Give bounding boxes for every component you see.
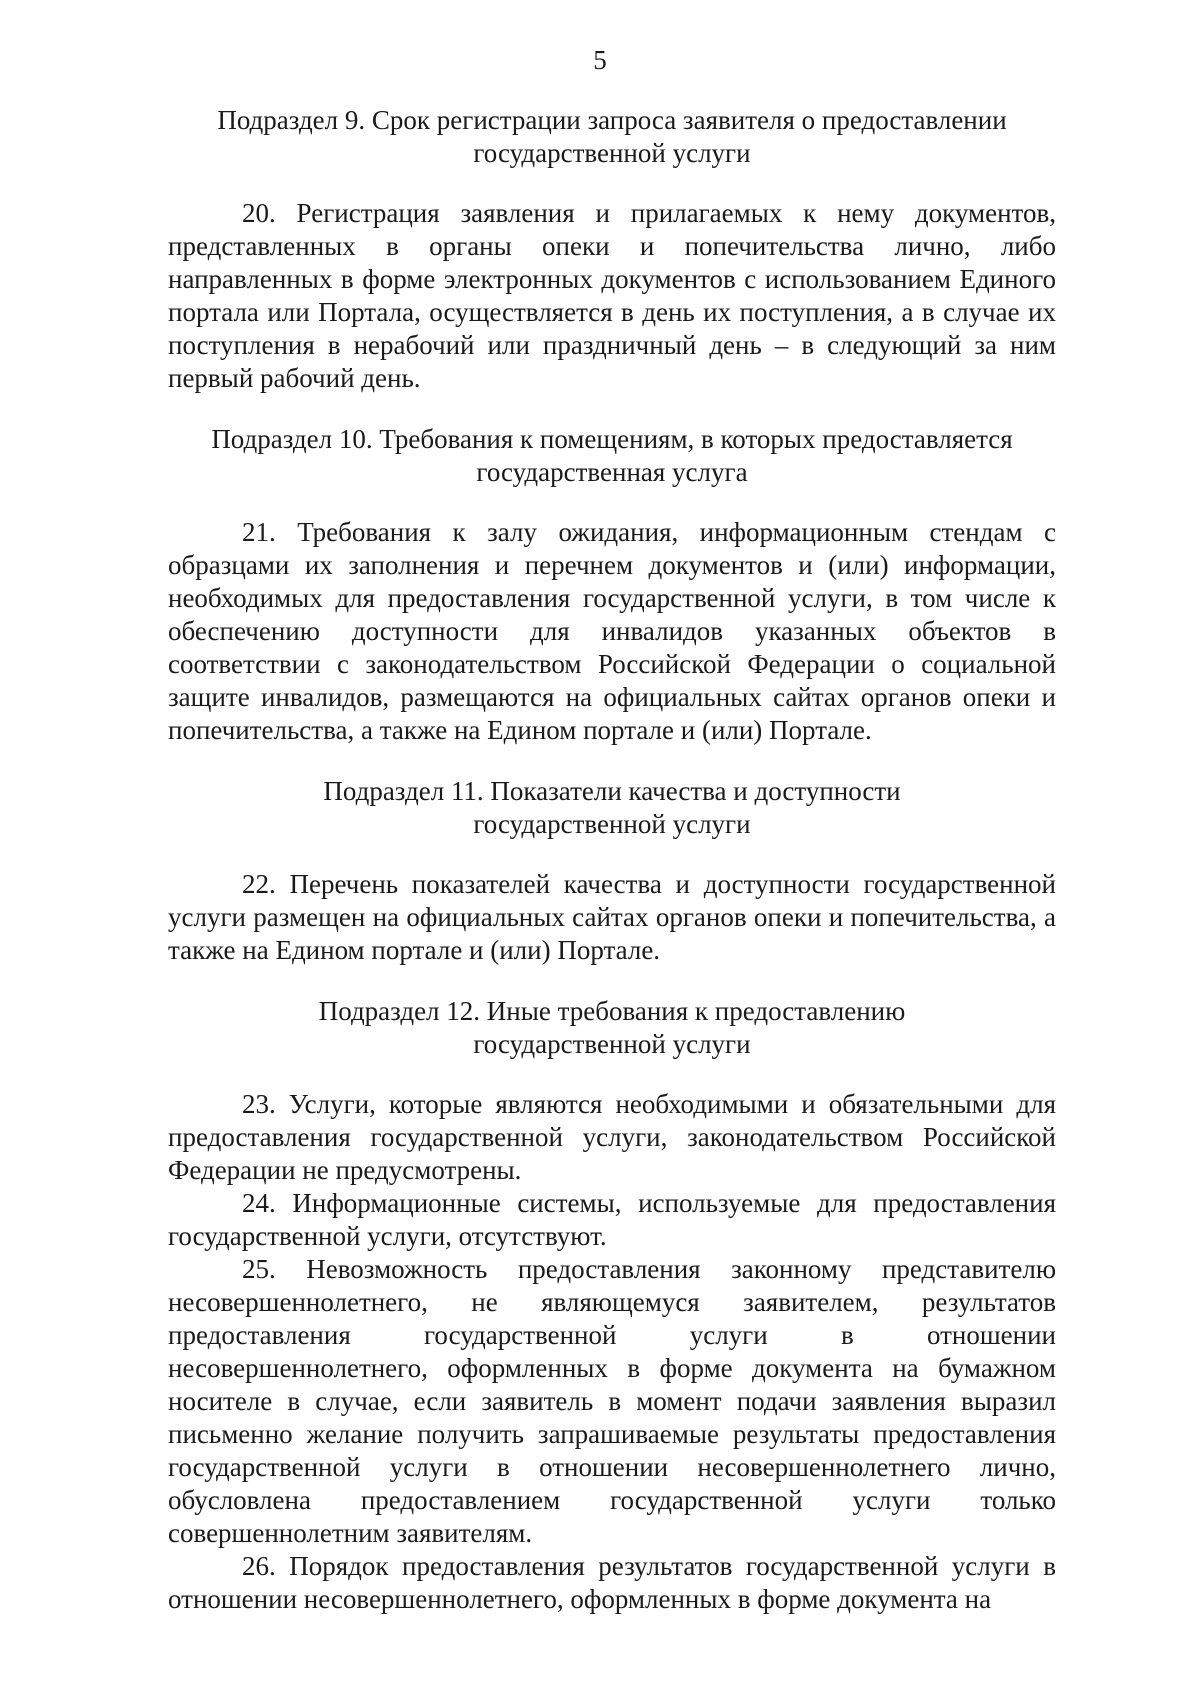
section-heading-line: Подраздел 10. Требования к помещениям, в которых предоставляется [211, 424, 1013, 454]
paragraph-22: 22. Перечень показателей качества и доступности государственной услуги размещен на официальных сайтах органов опеки и попечительства, а также на Едином портале и (или) Портале. [168, 869, 1056, 965]
section-heading-line: государственной услуги [473, 809, 751, 839]
section-heading-11 [168, 775, 1056, 841]
paragraph-21: 21. Требования к залу ожидания, информационным стендам с образцами их заполнения и перечнем документов и (или) информации, необходимых для предоставления государственной услуги, в том числе к обеспечению доступности для инвалидов указанных объектов в соответствии с законодательством Российской Федерации о социальной защите инвалидов, размещаются на официальных сайтах органов опеки и попечительства, а также на Едином портале и (или) Портале. [168, 517, 1056, 745]
section-heading-line: государственной услуги [473, 138, 751, 168]
section-heading-9 [168, 104, 1056, 170]
section-heading-line: Подраздел 12. Иные требования к предоставлению [318, 996, 906, 1026]
paragraph-20: 20. Регистрация заявления и прилагаемых к нему документов, представленных в органы опеки и попечительства лично, либо направленных в форме электронных документов с использованием Единого портала или Портала, осуществляется в день их поступления, а в случае их поступления в нерабочий или праздничный день – в следующий за ним первый рабочий день. [168, 198, 1056, 393]
section-heading-12 [168, 995, 1056, 1061]
paragraph-24: 24. Информационные системы, используемые для предоставления государственной услуги, отсутствуют. [168, 1188, 1056, 1251]
document-body [168, 104, 1056, 1616]
section-heading-line: Подраздел 11. Показатели качества и доступности [323, 776, 901, 806]
paragraph-25: 25. Невозможность предоставления законному представителю несовершеннолетнего, не являющемуся заявителем, результатов предоставления государственной услуги в отношении несовершеннолетнего, оформленных в форме документа на бумажном носителе в случае, если заявитель в момент подачи заявления выразил письменно желание получить запрашиваемые результаты предоставления государственной услуги в отношении несовершеннолетнего лично, обусловлена предоставлением государственной услуги только совершеннолетним заявителям. [168, 1254, 1056, 1548]
page-number: 5 [593, 45, 607, 75]
paragraph-26: 26. Порядок предоставления результатов государственной услуги в отношении несовершеннолетнего, оформленных в форме документа на [168, 1551, 1056, 1614]
section-heading-line: Подраздел 9. Срок регистрации запроса заявителя о предоставлении [217, 105, 1007, 135]
paragraph-23: 23. Услуги, которые являются необходимыми и обязательными для предоставления государственной услуги, законодательством Российской Федерации не предусмотрены. [168, 1089, 1056, 1185]
section-heading-line: государственная услуга [476, 457, 748, 487]
section-heading-10 [168, 423, 1056, 489]
section-heading-line: государственной услуги [473, 1029, 751, 1059]
